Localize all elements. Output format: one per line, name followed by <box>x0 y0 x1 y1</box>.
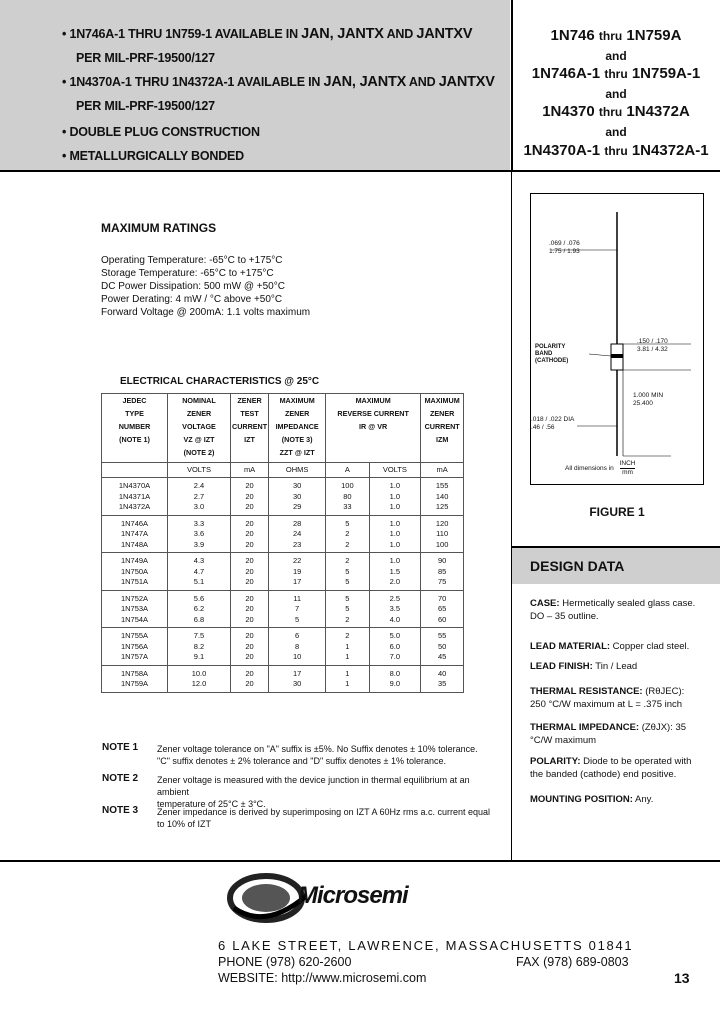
polarity-band-label <box>535 344 568 365</box>
value-cell: 5 <box>269 615 326 628</box>
value-cell: 4.7 <box>168 567 231 578</box>
value-cell: 2.4 <box>168 478 231 492</box>
design-label: POLARITY: <box>530 756 581 767</box>
note-2-label: NOTE 2 <box>102 773 139 784</box>
thru-label: thru <box>604 67 628 81</box>
value-cell: 11 <box>269 590 326 604</box>
jedec-type-cell: 1N756A <box>102 642 168 653</box>
value-cell: 2 <box>326 553 369 567</box>
value-cell: 20 <box>231 492 269 503</box>
value-cell: 140 <box>421 492 464 503</box>
thru-label: thru <box>604 144 628 158</box>
value-cell: 2 <box>326 529 369 540</box>
header-text: ZENER <box>284 409 310 418</box>
header-text: JEDEC <box>122 396 147 405</box>
value-cell: 30 <box>269 679 326 692</box>
dim-mm: .46 / .56 <box>531 424 555 431</box>
value-cell: 3.0 <box>168 502 231 515</box>
part-end: 1N759A-1 <box>631 65 701 82</box>
header-text: MAXIMUM <box>355 396 391 405</box>
footer-website[interactable]: WEBSITE: http://www.microsemi.com <box>218 971 427 985</box>
value-cell: 6 <box>269 628 326 642</box>
design-polarity <box>530 755 702 781</box>
header-text: CURRENT <box>232 422 268 431</box>
dim-inch: .069 / .076 <box>549 240 580 247</box>
value-cell: 6.8 <box>168 615 231 628</box>
microsemi-logo <box>220 868 450 926</box>
part-start: 1N746 <box>550 27 595 44</box>
table-row <box>102 502 464 515</box>
feature-text: • 1N4370A-1 THRU 1N4372A-1 AVAILABLE IN <box>62 75 324 89</box>
design-value: (RθJEC): 250 °C/W maximum at L = .375 inch <box>530 686 685 710</box>
header-text: MAXIMUM <box>424 396 460 405</box>
unit-legend <box>620 460 636 477</box>
rating-line: Forward Voltage @ 200mA: 1.1 volts maximum <box>101 307 311 318</box>
value-cell: 2 <box>326 615 369 628</box>
table-row <box>102 652 464 665</box>
value-cell: 20 <box>231 502 269 515</box>
part-range-4 <box>512 142 720 159</box>
value-cell: 20 <box>231 665 269 679</box>
dim-mm: 1.75 / 1.93 <box>549 248 580 255</box>
part-start: 1N4370 <box>542 103 595 120</box>
feature-double-plug: • DOUBLE PLUG CONSTRUCTION <box>62 125 260 139</box>
note-3-text <box>157 806 497 830</box>
value-cell: 10 <box>269 652 326 665</box>
value-cell: 17 <box>269 665 326 679</box>
jedec-type-cell: 1N4372A <box>102 502 168 515</box>
value-cell: 90 <box>421 553 464 567</box>
value-cell: 100 <box>326 478 369 492</box>
design-thermal-resistance <box>530 685 702 711</box>
table-row <box>102 567 464 578</box>
header-text: TEST <box>240 409 259 418</box>
value-cell: 6.0 <box>369 642 421 653</box>
dim-lead-diameter <box>531 416 574 432</box>
value-cell: 17 <box>269 577 326 590</box>
table-row <box>102 553 464 567</box>
value-cell: 1 <box>326 679 369 692</box>
value-cell: 1.0 <box>369 540 421 553</box>
dim-overall-length <box>633 392 663 408</box>
and-label: and <box>605 87 627 101</box>
value-cell: 20 <box>231 652 269 665</box>
feature-emph: JANTXV <box>416 26 473 42</box>
note-2-text <box>157 774 497 810</box>
table-header-row <box>102 394 464 463</box>
value-cell: 80 <box>326 492 369 503</box>
header-reverse-current <box>326 394 421 463</box>
part-start: 1N4370A-1 <box>523 142 601 159</box>
feature-bonded: • METALLURGICALLY BONDED <box>62 149 244 163</box>
value-cell: 20 <box>231 628 269 642</box>
value-cell: 5.0 <box>369 628 421 642</box>
value-cell: 23 <box>269 540 326 553</box>
thru-label: thru <box>598 29 623 43</box>
unit-cell: VOLTS <box>168 463 231 478</box>
value-cell: 1.0 <box>369 502 421 515</box>
feature-text: AND <box>406 75 439 89</box>
value-cell: 2.7 <box>168 492 231 503</box>
jedec-type-cell: 1N751A <box>102 577 168 590</box>
table-row <box>102 540 464 553</box>
value-cell: 20 <box>231 604 269 615</box>
table-row <box>102 515 464 529</box>
electrical-title: ELECTRICAL CHARACTERISTICS @ 25°C <box>120 376 320 387</box>
design-thermal-impedance <box>530 721 702 747</box>
value-cell: 5 <box>326 604 369 615</box>
table-row <box>102 492 464 503</box>
value-cell: 30 <box>269 478 326 492</box>
value-cell: 1.0 <box>369 553 421 567</box>
value-cell: 24 <box>269 529 326 540</box>
value-cell: 20 <box>231 567 269 578</box>
value-cell: 4.0 <box>369 615 421 628</box>
table-row <box>102 642 464 653</box>
value-cell: 12.0 <box>168 679 231 692</box>
table-row <box>102 529 464 540</box>
jedec-type-cell: 1N749A <box>102 553 168 567</box>
design-label: LEAD MATERIAL: <box>530 641 611 652</box>
value-cell: 3.5 <box>369 604 421 615</box>
note-line: Zener impedance is derived by superimposing on IZT A 60Hz rms a.c. current equal <box>157 807 490 817</box>
value-cell: 50 <box>421 642 464 653</box>
header-text: ZENER <box>429 409 455 418</box>
value-cell: 8 <box>269 642 326 653</box>
part-range-2 <box>512 65 720 82</box>
value-cell: 3.3 <box>168 515 231 529</box>
value-cell: 10.0 <box>168 665 231 679</box>
design-lead-finish <box>530 660 702 673</box>
note-3-label: NOTE 3 <box>102 805 139 816</box>
unit-mm: mm <box>622 469 633 476</box>
design-label: LEAD FINISH: <box>530 661 593 672</box>
header-text: CURRENT <box>424 422 460 431</box>
value-cell: 55 <box>421 628 464 642</box>
table-row <box>102 478 464 492</box>
header-text: NOMINAL <box>182 396 216 405</box>
value-cell: 8.2 <box>168 642 231 653</box>
footer-address: 6 LAKE STREET, LAWRENCE, MASSACHUSETTS 01841 <box>218 938 634 953</box>
value-cell: 20 <box>231 553 269 567</box>
value-cell: 1 <box>326 642 369 653</box>
units-row <box>102 463 464 478</box>
table-row <box>102 615 464 628</box>
jedec-type-cell: 1N750A <box>102 567 168 578</box>
header-text: ZENER <box>186 409 212 418</box>
value-cell: 155 <box>421 478 464 492</box>
value-cell: 2.0 <box>369 577 421 590</box>
header-text: VZ @ IZT <box>183 435 215 444</box>
value-cell: 85 <box>421 567 464 578</box>
jedec-type-cell: 1N748A <box>102 540 168 553</box>
header-text: REVERSE CURRENT <box>337 409 409 418</box>
unit-cell <box>102 463 168 478</box>
jedec-type-cell: 1N759A <box>102 679 168 692</box>
footer-fax: FAX (978) 689-0803 <box>516 955 629 969</box>
value-cell: 1 <box>326 665 369 679</box>
value-cell: 5.1 <box>168 577 231 590</box>
dim-dia: DIA <box>563 416 575 423</box>
feature-jan-1n4370 <box>62 74 495 90</box>
note-line: Zener voltage tolerance on "A" suffix is ±5%. No Suffix denotes ± 10% tolerance. <box>157 744 478 754</box>
design-value: Copper clad steel. <box>610 641 690 652</box>
value-cell: 70 <box>421 590 464 604</box>
value-cell: 1.0 <box>369 515 421 529</box>
design-value: Tin / Lead <box>592 661 638 672</box>
value-cell: 1.0 <box>369 478 421 492</box>
value-cell: 3.9 <box>168 540 231 553</box>
jedec-type-cell: 1N757A <box>102 652 168 665</box>
and-label: and <box>605 125 627 139</box>
table-row <box>102 577 464 590</box>
logo-text: Microsemi <box>298 882 408 909</box>
value-cell: 20 <box>231 540 269 553</box>
value-cell: 5 <box>326 590 369 604</box>
header-text: MAXIMUM <box>279 396 315 405</box>
polarity-text: BAND <box>535 351 553 357</box>
header-text: (NOTE 1) <box>119 435 150 444</box>
diode-outline-drawing <box>531 194 703 484</box>
feature-emph: JAN, JANTX <box>323 74 407 90</box>
design-mounting <box>530 793 702 806</box>
polarity-text: (CATHODE) <box>535 358 569 364</box>
dim-min: MIN <box>651 392 664 399</box>
value-cell: 22 <box>269 553 326 567</box>
feature-jan-1n746 <box>62 26 472 42</box>
header-impedance <box>269 394 326 463</box>
header-text: (NOTE 3) <box>281 435 313 444</box>
header-text: NUMBER <box>118 422 151 431</box>
header-bottom-rule <box>0 170 720 172</box>
value-cell: 1.0 <box>369 492 421 503</box>
part-end: 1N4372A <box>626 103 690 120</box>
value-cell: 5 <box>326 577 369 590</box>
value-cell: 1.5 <box>369 567 421 578</box>
column-divider <box>511 171 512 861</box>
header-text: IZT <box>244 435 255 444</box>
value-cell: 7.5 <box>168 628 231 642</box>
value-cell: 30 <box>269 492 326 503</box>
value-cell: 20 <box>231 515 269 529</box>
value-cell: 2 <box>326 628 369 642</box>
value-cell: 20 <box>231 529 269 540</box>
note-1-label: NOTE 1 <box>102 742 139 753</box>
design-value: (ZθJX): 35 °C/W maximum <box>530 722 687 746</box>
dim-unit-note <box>565 460 635 477</box>
feature-emph: JANTXV <box>438 74 495 90</box>
dim-lead-length <box>549 240 580 256</box>
part-range-3 <box>512 103 720 120</box>
header-jedec <box>102 394 168 463</box>
footer-rule <box>0 860 720 862</box>
value-cell: 40 <box>421 665 464 679</box>
value-cell: 2.5 <box>369 590 421 604</box>
table-row <box>102 679 464 692</box>
value-cell: 120 <box>421 515 464 529</box>
unit-cell: VOLTS <box>369 463 421 478</box>
design-value: Hermetically sealed glass case. DO – 35 outline. <box>530 598 696 622</box>
value-cell: 65 <box>421 604 464 615</box>
table-row <box>102 665 464 679</box>
note-1-text <box>157 743 497 767</box>
note-line: temperature of 25°C ± 3°C. <box>157 799 266 809</box>
and-label: and <box>605 49 627 63</box>
electrical-characteristics-table <box>101 393 464 693</box>
header-text: ZENER <box>237 396 262 405</box>
unit-cell: mA <box>231 463 269 478</box>
header-text: IMPEDANCE <box>275 422 319 431</box>
value-cell: 45 <box>421 652 464 665</box>
header-nominal-voltage <box>168 394 231 463</box>
feature-spec-1: PER MIL-PRF-19500/127 <box>76 51 215 65</box>
table-row <box>102 590 464 604</box>
page-number: 13 <box>674 970 690 986</box>
dim-inch: 1.000 <box>633 392 650 399</box>
unit-cell: A <box>326 463 369 478</box>
header-text: VOLTAGE <box>182 422 216 431</box>
feature-spec-2: PER MIL-PRF-19500/127 <box>76 99 215 113</box>
rating-line: Operating Temperature: -65°C to +175°C <box>101 255 283 266</box>
note-line: to 10% of IZT <box>157 819 212 829</box>
design-label: THERMAL RESISTANCE: <box>530 686 643 697</box>
value-cell: 7.0 <box>369 652 421 665</box>
value-cell: 5 <box>326 515 369 529</box>
value-cell: 4.3 <box>168 553 231 567</box>
header-text: ZZT @ IZT <box>279 448 315 457</box>
header-text: IZM <box>435 435 449 444</box>
unit-cell: mA <box>421 463 464 478</box>
design-data-title: DESIGN DATA <box>530 558 625 574</box>
rating-line: DC Power Dissipation: 500 mW @ +50°C <box>101 281 285 292</box>
header-text: (NOTE 2) <box>183 448 215 457</box>
footer-phone: PHONE (978) 620-2600 <box>218 955 352 969</box>
value-cell: 5.6 <box>168 590 231 604</box>
part-end: 1N759A <box>626 27 682 44</box>
jedec-type-cell: 1N752A <box>102 590 168 604</box>
design-label: THERMAL IMPEDANCE: <box>530 722 640 733</box>
table-row <box>102 628 464 642</box>
jedec-type-cell: 1N4370A <box>102 478 168 492</box>
header-text: TYPE <box>125 409 144 418</box>
value-cell: 29 <box>269 502 326 515</box>
jedec-type-cell: 1N753A <box>102 604 168 615</box>
jedec-type-cell: 1N758A <box>102 665 168 679</box>
figure-caption: FIGURE 1 <box>589 505 645 519</box>
dim-inch: .018 / .022 <box>531 416 562 423</box>
dim-inch: .150 / .170 <box>637 338 668 345</box>
design-value: Any. <box>632 794 654 805</box>
value-cell: 28 <box>269 515 326 529</box>
value-cell: 33 <box>326 502 369 515</box>
value-cell: 9.0 <box>369 679 421 692</box>
value-cell: 6.2 <box>168 604 231 615</box>
rating-line: Storage Temperature: -65°C to +175°C <box>101 268 274 279</box>
design-label: MOUNTING POSITION: <box>530 794 633 805</box>
value-cell: 60 <box>421 615 464 628</box>
max-ratings-title: MAXIMUM RATINGS <box>101 221 217 235</box>
table-body <box>102 478 464 693</box>
dim-body-length <box>637 338 668 354</box>
jedec-type-cell: 1N746A <box>102 515 168 529</box>
value-cell: 8.0 <box>369 665 421 679</box>
dim-mm: 3.81 / 4.32 <box>637 346 668 353</box>
part-end: 1N4372A-1 <box>631 142 709 159</box>
value-cell: 20 <box>231 615 269 628</box>
value-cell: 9.1 <box>168 652 231 665</box>
header-max-current <box>421 394 464 463</box>
design-case <box>530 597 702 623</box>
value-cell: 100 <box>421 540 464 553</box>
value-cell: 3.6 <box>168 529 231 540</box>
feature-emph: JAN, JANTX <box>301 26 384 42</box>
header-text: IR @ VR <box>359 422 388 431</box>
part-start: 1N746A-1 <box>531 65 601 82</box>
value-cell: 125 <box>421 502 464 515</box>
value-cell: 5 <box>326 567 369 578</box>
design-value: Diode to be operated with the banded (cathode) end positive. <box>530 756 692 780</box>
feature-text: • 1N746A-1 THRU 1N759-1 AVAILABLE IN <box>62 27 302 41</box>
design-lead-material <box>530 640 702 653</box>
part-range-1 <box>512 27 720 44</box>
value-cell: 1.0 <box>369 529 421 540</box>
value-cell: 110 <box>421 529 464 540</box>
value-cell: 2 <box>326 540 369 553</box>
unit-inch: INCH <box>619 460 636 467</box>
value-cell: 35 <box>421 679 464 692</box>
value-cell: 19 <box>269 567 326 578</box>
jedec-type-cell: 1N755A <box>102 628 168 642</box>
value-cell: 75 <box>421 577 464 590</box>
value-cell: 1 <box>326 652 369 665</box>
header-test-current <box>231 394 269 463</box>
value-cell: 20 <box>231 590 269 604</box>
table-row <box>102 604 464 615</box>
unit-cell: OHMS <box>269 463 326 478</box>
figure-1-frame <box>530 193 704 485</box>
dim-mm: 25.400 <box>633 400 653 407</box>
note-line: "C" suffix denotes ± 2% tolerance and "D" suffix denotes ± 1% tolerance. <box>157 756 446 766</box>
jedec-type-cell: 1N754A <box>102 615 168 628</box>
rating-line: Power Derating: 4 mW / °C above +50°C <box>101 294 283 305</box>
value-cell: 20 <box>231 478 269 492</box>
jedec-type-cell: 1N4371A <box>102 492 168 503</box>
value-cell: 20 <box>231 577 269 590</box>
polarity-text: POLARITY <box>535 344 566 350</box>
note-line: Zener voltage is measured with the device junction in thermal equilibrium at an ambient <box>157 775 470 797</box>
value-cell: 20 <box>231 679 269 692</box>
feature-text: AND <box>383 27 417 41</box>
footnote-text: All dimensions in <box>565 465 614 473</box>
jedec-type-cell: 1N747A <box>102 529 168 540</box>
value-cell: 7 <box>269 604 326 615</box>
thru-label: thru <box>598 105 623 119</box>
value-cell: 20 <box>231 642 269 653</box>
design-label: CASE: <box>530 598 560 609</box>
